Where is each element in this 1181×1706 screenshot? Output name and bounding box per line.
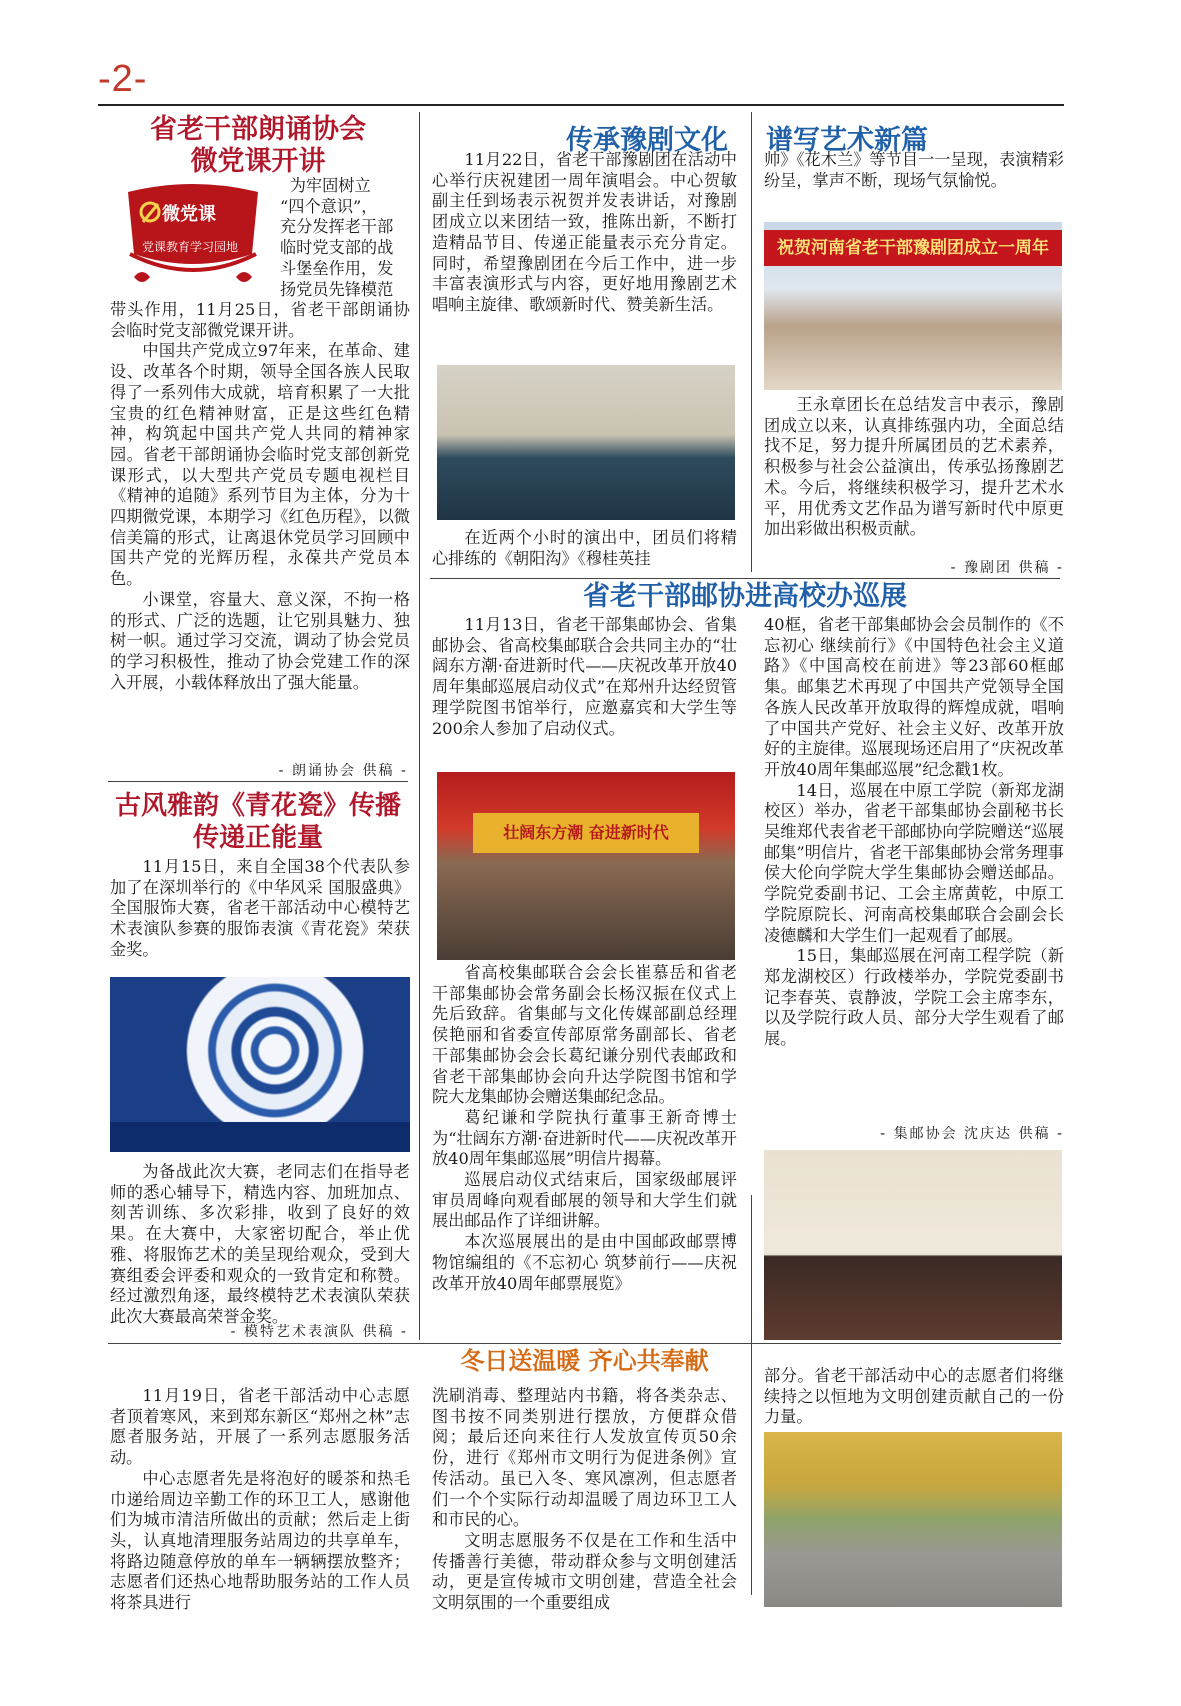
column-divider-left	[419, 112, 420, 1340]
winter-volunteer-photo	[764, 1432, 1062, 1607]
paragraph: 11月15日，来自全国38个代表队参加了在深圳举行的《中华风采 国服盛典》全国服饰大赛，省老干部活动中心模特艺术表演队参赛的服饰表演《青花瓷》荣获金奖。	[110, 857, 410, 959]
yuju-body-3	[764, 150, 1064, 191]
intro-line: “四个意识”，	[280, 196, 378, 216]
yuju-body-4	[764, 395, 1064, 540]
badge-text: 微党课	[162, 204, 216, 225]
section-divider-bottom	[108, 1343, 1061, 1344]
recitation-title-line1: 省老干部朗诵协会	[150, 114, 366, 145]
yuju-title-left: 传承豫剧文化	[566, 125, 728, 156]
winter-body-3	[764, 1366, 1064, 1428]
intro-line: 充分发挥老干部	[280, 217, 394, 237]
qinghuaci-body-bottom	[110, 1162, 410, 1328]
stamps-title: 省老干部邮协进高校办巡展	[583, 581, 907, 612]
intro-line: 为牢固树立	[289, 176, 371, 195]
stamps-credit: - 集邮协会 沈庆达 供稿 -	[880, 1126, 1064, 1142]
paragraph: 为备战此次大赛，老同志们在指导老师的悉心辅导下，精选内容、加班加点、刻苦训练、多次彩排，收到了良好的效果。在大赛中，大家密切配合，举止优雅、将服饰艺术的美呈现给观众，受到大赛组委会评委和观众的一致肯定和称赞。经过激烈角逐，最终模特艺术表演队荣获此次大赛最高荣誉金奖。	[110, 1162, 410, 1326]
photo-banner: 祝贺河南省老干部豫剧团成立一周年	[764, 230, 1062, 266]
paragraph: 省高校集邮联合会会长崔慕岳和省老干部集邮协会常务副会长杨汉振在仪式上先后致辞。省集邮与文化传媒部副总经理侯艳丽和省委宣传部原常务副部长、省老干部集邮协会会长葛纪谦分别代表邮政和省老干部集邮协会向升达学院图书馆和学院大龙集邮协会赠送集邮纪念品。	[432, 963, 737, 1107]
yuju-performance-photo	[764, 222, 1062, 390]
paragraph: 部分。省老干部活动中心的志愿者们将继续持之以恒地为文明创建贡献自己的一份力量。	[764, 1366, 1064, 1427]
yuju-credit: - 豫剧团 供稿 -	[950, 560, 1064, 576]
paragraph: 洗刷消毒、整理站内书籍，将各类杂志、图书按不同类别进行摆放，方便群众借阅；最后还向来往行人发放宣传页50余份，进行《郑州市文明行为促进条例》宣传活动。虽已入冬、寒风凛冽，但志愿者们一个个实际行动却温暖了周边环卫工人和市民的心。	[432, 1386, 737, 1530]
micro-party-class-badge	[118, 182, 268, 292]
intro-line: 斗堡垒作用，发	[280, 258, 394, 278]
paragraph: 11月19日，省老干部活动中心志愿者顶着寒风，来到郑东新区“郑州之林”志愿者服务站，开展了一系列志愿服务活动。	[110, 1386, 410, 1468]
paragraph: 葛纪谦和学院执行董事王新奇博士为“壮阔东方潮·奋进新时代——庆祝改革开放40周年集邮巡展”明信片揭幕。	[432, 1107, 737, 1169]
paragraph: 小课堂，容量大、意义深，不拘一格的形式、广泛的选题，让它别具魅力、独树一帜。通过学习交流，调动了协会党员的学习积极性，推动了协会党建工作的深入开展，小载体释放出了强大能量。	[110, 589, 410, 692]
winter-body-2	[432, 1386, 737, 1614]
qinghuaci-credit: - 模特艺术表演队 供稿 -	[230, 1324, 408, 1340]
yuju-body-1	[432, 150, 737, 316]
page-number: -2-	[98, 58, 148, 100]
qinghuaci-body-top	[110, 857, 410, 961]
yuju-body-2	[432, 528, 737, 569]
recitation-title-line2: 微党课开讲	[190, 146, 326, 177]
paragraph: 巡展启动仪式结束后，国家级邮展评审员周峰向观看邮展的领导和大学生们就展出邮品作了详细讲解。	[432, 1170, 737, 1231]
yuju-title-right: 谱写艺术新篇	[766, 125, 928, 156]
paragraph: 王永章团长在总结发言中表示，豫剧团成立以来，认真排练强内功，全面总结找不足，努力提升所属团员的艺术素养，积极参与社会公益演出，传承弘扬豫剧艺术。今后，将继续积极学习，提升艺术水平，用优秀文艺作品为谱写新时代中原更加出彩做出积极贡献。	[764, 395, 1064, 539]
winter-body-1	[110, 1386, 410, 1614]
stamps-body-3	[764, 615, 1064, 1050]
recitation-intro	[280, 176, 410, 300]
stamps-body-2	[432, 963, 737, 1294]
section-divider-left	[108, 781, 408, 782]
paragraph: 11月13日，省老干部集邮协会、省集邮协会、省高校集邮联合会共同主办的“壮阔东方潮·奋进新时代——庆祝改革开放40周年集邮巡展启动仪式”在郑州升达经贸管理学院图书馆举行，应邀嘉宾和大学生等200余人参加了启动仪式。	[432, 615, 737, 738]
paragraph: 中心志愿者先是将泡好的暖茶和热毛巾递给周边辛勤工作的环卫工人，感谢他们为城市清洁所做出的贡献；然后走上街头，认真地清理服务站周边的共享单车，将路边随意停放的单车一辆辆摆放整齐；志愿者们还热心地帮助服务站的工作人员将茶具进行	[110, 1468, 410, 1613]
paragraph: 11月22日，省老干部豫剧团在活动中心举行庆祝建团一周年演唱会。中心贺敏副主任到场表示祝贺并发表讲话，对豫剧团成立以来团结一致，推陈出新，不断打造精品节目、传递正能量表示充分肯定。同时，希望豫剧团在今后工作中，进一步丰富表演形式与内容，更好地用豫剧艺术唱响主旋律、歌颂新时代、赞美新生活。	[432, 150, 737, 314]
paragraph: 中国共产党成立97年来，在革命、建设、改革各个时期，领导全国各族人民取得了一系列伟大成就，培育积累了一大批宝贵的红色精神财富，正是这些红色精神，构筑起中国共产党人共同的精神家园。省老干部朗诵协会临时党支部创新党课形式，以大型共产党员专题电视栏目《精神的追随》系列节目为主体，分为十四期微党课，本期学习《红色历程》，以微信美篇的形式，让离退休党员学习回顾中国共产党的光辉历程，永葆共产党员本色。	[110, 341, 410, 589]
header-rule	[98, 104, 1064, 106]
recitation-credit: - 朗诵协会 供稿 -	[278, 763, 408, 779]
badge-graphic	[118, 182, 268, 292]
column-divider-mid	[751, 112, 752, 572]
paragraph: 文明志愿服务不仅是在工作和生活中传播善行美德，带动群众参与文明创建活动，更是宣传城市文明创建，营造全社会文明氛围的一个重要组成	[432, 1530, 737, 1613]
paragraph: 带头作用，11月25日，省老干部朗诵协会临时党支部微党课开讲。	[110, 300, 410, 340]
stamps-body-1	[432, 615, 737, 739]
qinghuaci-performance-photo	[110, 977, 410, 1152]
yuju-meeting-photo	[437, 365, 735, 520]
paragraph: 15日，集邮巡展在河南工程学院（新郑龙湖校区）行政楼举办，学院党委副书记李春英、袁静波，学院工会主席李东，以及学院行政人员、部分大学生观看了邮展。	[764, 946, 1064, 1049]
paragraph: 帅》《花木兰》等节目一一呈现，表演精彩纷呈，掌声不断，现场气氛愉悦。	[764, 150, 1064, 190]
stamps-exhibition-photo	[764, 1150, 1062, 1340]
column-divider-right	[751, 1195, 752, 1595]
paragraph: 本次巡展展出的是由中国邮政邮票博物馆编组的《不忘初心 筑梦前行——庆祝改革开放40周年邮票展览》	[432, 1232, 737, 1293]
winter-title: 冬日送温暖 齐心共奉献	[460, 1347, 709, 1375]
paragraph: 14日，巡展在中原工学院（新郑龙湖校区）举办，省老干部集邮协会副秘书长吴维郑代表省老干部邮协向学院赠送“巡展邮集”明信片，省老干部集邮协会常务理事侯大伦向学院大学生集邮协会赠送邮品。学院党委副书记、工会主席黄乾，中原工学院原院长、河南高校集邮联合会副会长凌德麟和大学生们一起观看了邮展。	[764, 780, 1064, 945]
paragraph: 在近两个小时的演出中，团员们将精心排练的《朝阳沟》《穆桂英挂	[432, 528, 737, 568]
section-divider-mid	[430, 578, 1060, 579]
recitation-body	[110, 300, 410, 693]
paragraph: 40框，省老干部集邮协会会员制作的《不忘初心 继续前行》《中国特色社会主义道路》《中国高校在前进》等23部60框邮集。邮集艺术再现了中国共产党领导全国各族人民改革开放取得的辉煌成就，唱响了中国共产党好、社会主义好、改革开放好的主旋律。巡展现场还启用了“庆祝改革开放40周年集邮巡展”纪念戳1枚。	[764, 615, 1064, 779]
stamps-ceremony-photo	[437, 772, 735, 960]
photo-banner: 壮阔东方潮 奋进新时代	[473, 813, 699, 853]
intro-line: 扬党员先锋模范	[280, 279, 394, 299]
intro-line: 临时党支部的战	[280, 238, 394, 258]
qinghuaci-title-line1: 古风雅韵《青花瓷》传播	[114, 791, 401, 821]
qinghuaci-title-line2: 传递正能量	[192, 823, 323, 853]
badge-subtext: 党课教育学习园地	[142, 240, 239, 254]
